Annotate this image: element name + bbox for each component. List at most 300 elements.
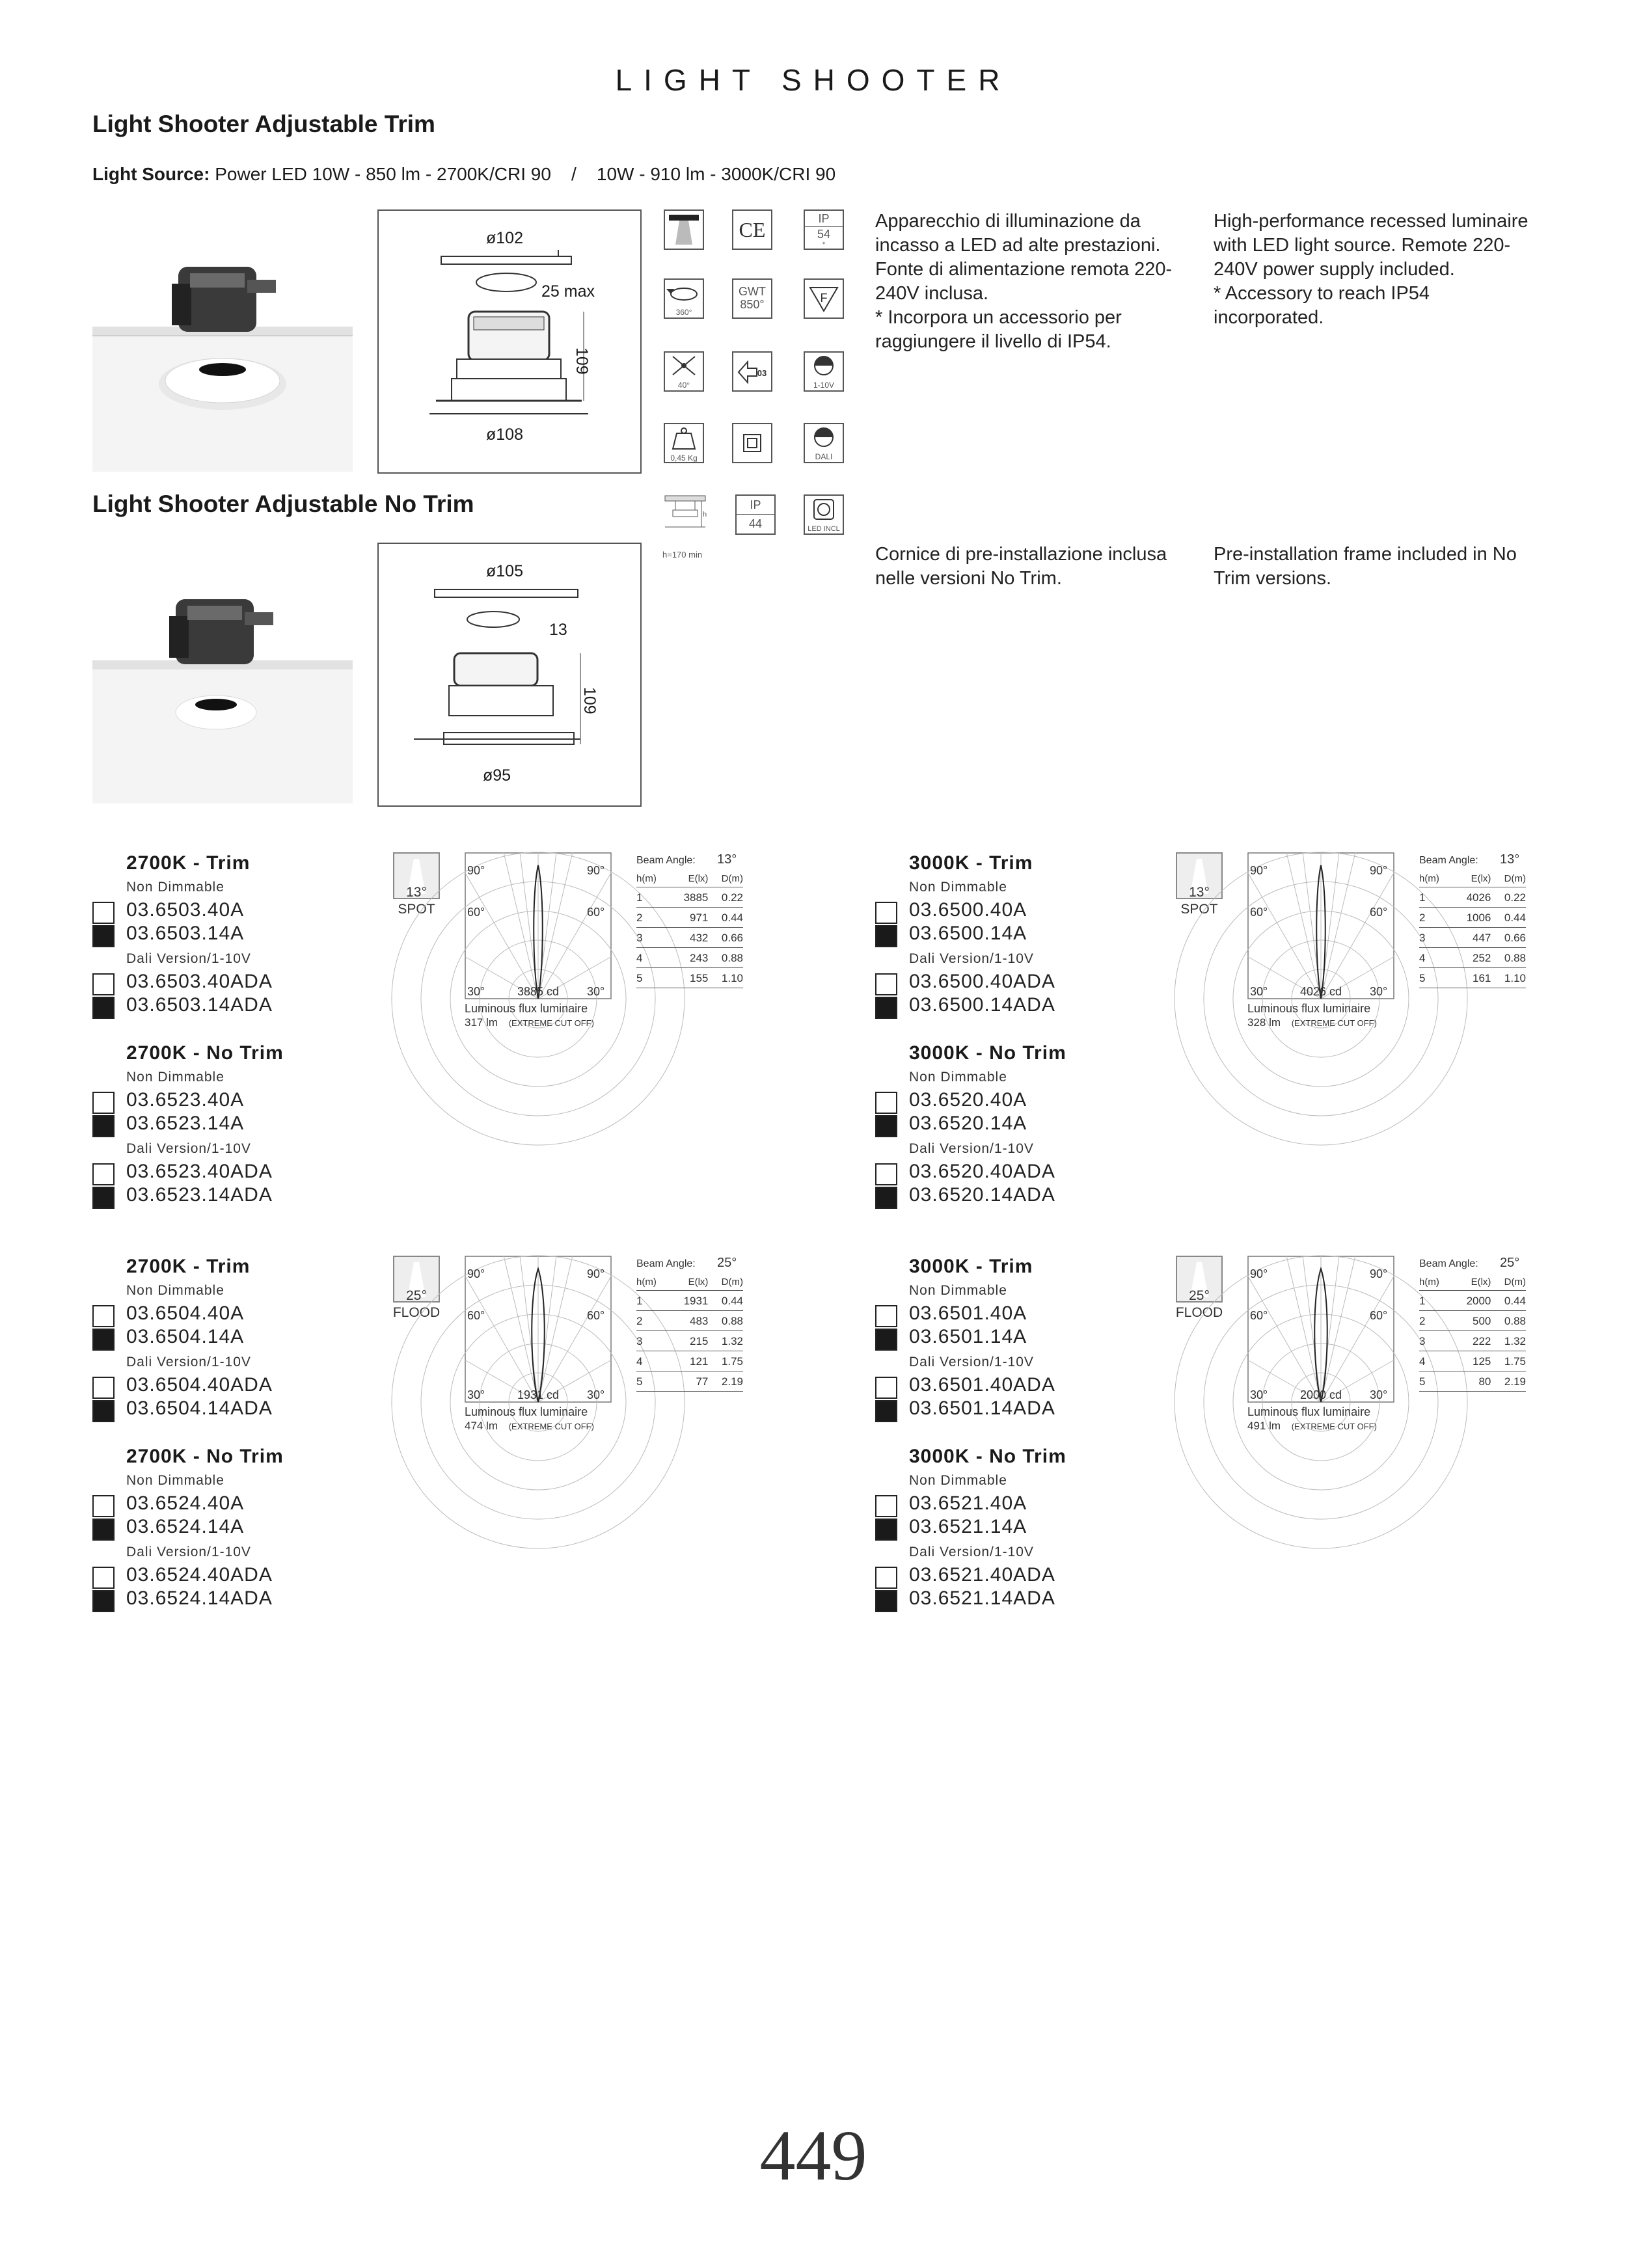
beam-degree: 25° [1189,1288,1210,1303]
polar-label-60-right: 60° [1370,1309,1388,1322]
ip44-icon [735,494,776,535]
dimmer-label: 1-10V [813,381,835,390]
product-code: 03.6504.14A [126,1326,245,1347]
non-dimmable-label: Non Dimmable [909,1283,1007,1298]
dim-top-diameter: ø102 [486,229,523,247]
cell-h: 4 [1419,952,1426,964]
black-finish-swatch[interactable] [875,997,897,1019]
min-height-label: h=170 min [662,550,703,560]
product-code: 03.6500.40ADA [909,971,1055,992]
black-finish-swatch[interactable] [875,1590,897,1612]
table-row [1419,1291,1526,1311]
cell-e: 971 [690,911,709,924]
product-code: 03.6501.14ADA [909,1397,1055,1419]
polar-label-30-left: 30° [467,985,485,998]
cell-d: 0.66 [1504,932,1526,944]
notrim-title: 3000K - No Trim [909,1042,1066,1064]
section-title-trim: Light Shooter Adjustable Trim [92,111,435,137]
product-code: 03.6523.40A [126,1089,245,1111]
gwt-label: GWT [739,285,766,298]
illuminance-rows [1419,1276,1526,1392]
dali-version-label: Dali Version/1-10V [126,1141,251,1156]
cell-h: 2 [1419,1315,1426,1327]
product-code: 03.6520.14A [909,1113,1027,1134]
product-code: 03.6503.14ADA [126,994,273,1016]
ip54-value: 54 [817,228,831,241]
cell-d: 0.44 [1504,1295,1526,1307]
cell-d: 0.88 [721,1315,743,1327]
cell-h: 2 [1419,911,1426,924]
table-row [1419,908,1526,928]
cell-h: 4 [636,1355,643,1368]
black-finish-swatch[interactable] [875,1115,897,1137]
dali-version-label: Dali Version/1-10V [909,1355,1034,1370]
polar-label-30-right: 30° [1370,985,1388,998]
light-source-label: Light Source: [92,164,210,184]
insulation-icon [732,423,772,463]
table-row [636,928,743,948]
white-finish-swatch[interactable] [875,1305,897,1327]
light-source-value: Power LED 10W - 850 lm - 2700K/CRI 90 / 10W - 910 lm - 3000K/CRI 90 [210,164,836,184]
white-finish-swatch[interactable] [875,973,897,995]
table-row [1419,928,1526,948]
led-included-icon [804,494,844,535]
product-block [875,1256,1630,1633]
col-d: D(m) [721,1276,743,1288]
black-finish-swatch[interactable] [92,1115,115,1137]
cell-e: 3885 [683,891,709,904]
cell-d: 0.66 [721,932,743,944]
non-dimmable-label: Non Dimmable [126,1070,224,1085]
non-dimmable-label: Non Dimmable [126,1283,224,1298]
ce-mark-icon [732,209,772,250]
polar-candela: 1931 cd [517,1388,560,1401]
f-mark-icon [804,278,844,319]
polar-diagram [1247,1256,1394,1403]
tilt-icon [664,351,704,392]
table-row [636,1371,743,1392]
cell-h: 5 [1419,1375,1426,1388]
illuminance-rows [636,873,743,988]
cell-h: 5 [636,972,643,984]
notrim-title: 2700K - No Trim [126,1042,284,1064]
cell-h: 1 [636,1295,643,1307]
ip54-note: * [822,241,826,249]
svg-text:F: F [820,291,828,304]
polar-candela: 2000 cd [1299,1388,1342,1401]
cell-e: 432 [690,932,709,944]
ip44-value: 44 [748,517,763,530]
col-e: E(lx) [688,873,709,884]
cell-d: 2.19 [721,1375,743,1388]
table-row [636,948,743,968]
col-d: D(m) [721,873,743,884]
table-row [1419,968,1526,988]
beam-type: FLOOD [392,1305,441,1320]
non-dimmable-label: Non Dimmable [126,880,224,895]
product-code: 03.6503.14A [126,923,245,944]
dim2-depth: 13 [549,621,567,639]
polar-label-30-left: 30° [467,1388,485,1401]
polar-diagram [465,1256,612,1403]
cell-h: 2 [636,1315,643,1327]
lumen-value: 317 lm [465,1016,498,1029]
dim2-top-diameter: ø105 [486,562,523,580]
cutoff-label: (EXTREME CUT OFF) [1291,1422,1377,1431]
product-code: 03.6523.14A [126,1113,245,1134]
cell-d: 1.10 [721,972,743,984]
cell-e: 155 [690,972,709,984]
col-d: D(m) [1504,1276,1526,1288]
cell-h: 3 [636,932,643,944]
cell-e: 1931 [683,1295,709,1307]
cell-h: 3 [636,1335,643,1347]
illuminance-table [636,1256,743,1392]
lumen-value: 328 lm [1247,1016,1281,1029]
cell-e: 1006 [1466,911,1491,924]
dali-version-label: Dali Version/1-10V [126,1355,251,1370]
product-code: 03.6504.40ADA [126,1374,273,1396]
product-code: 03.6520.14ADA [909,1184,1055,1206]
white-finish-swatch[interactable] [875,1567,897,1589]
black-finish-swatch[interactable] [92,1590,115,1612]
cell-d: 1.10 [1504,972,1526,984]
polar-label-90-left: 90° [467,864,485,877]
cell-d: 0.88 [721,952,743,964]
white-finish-swatch[interactable] [92,902,115,924]
beam-angle-label: Beam Angle: [1419,855,1478,866]
dali-version-label: Dali Version/1-10V [909,951,1034,966]
beam-type: SPOT [1180,902,1218,917]
beam-type: FLOOD [1175,1305,1223,1320]
gwt-icon [732,278,772,319]
cell-e: 447 [1473,932,1491,944]
product-code: 03.6524.14A [126,1516,245,1537]
polar-label-60-left: 60° [467,906,485,919]
white-finish-swatch[interactable] [875,1495,897,1517]
ceiling-height-icon [664,494,707,535]
col-h: h(m) [636,873,657,884]
cell-h: 3 [1419,1335,1426,1347]
cell-h: 1 [636,891,643,904]
section-title-notrim: Light Shooter Adjustable No Trim [92,491,474,517]
cell-d: 0.44 [721,1295,743,1307]
beam-degree: 13° [406,885,427,900]
ip54-label: IP [805,211,843,227]
product-code: 03.6503.40ADA [126,971,273,992]
white-finish-swatch[interactable] [92,1305,115,1327]
white-finish-swatch[interactable] [875,1163,897,1185]
trim-title: 2700K - Trim [126,852,251,874]
table-row [636,1331,743,1351]
cell-d: 0.44 [721,911,743,924]
table-row [636,968,743,988]
tilt-label: 40° [677,381,690,390]
black-finish-swatch[interactable] [875,1519,897,1541]
black-finish-swatch[interactable] [92,1519,115,1541]
product-block [92,852,847,1230]
polar-label-30-right: 30° [1370,1388,1388,1401]
beam-angle-value: 13° [1500,852,1520,867]
polar-diagram [465,852,612,999]
col-h: h(m) [1419,1276,1439,1288]
product-code: 03.6501.14A [909,1326,1027,1347]
polar-label-90-right: 90° [1370,864,1388,877]
table-row [1419,887,1526,908]
col-h: h(m) [1419,873,1439,884]
cell-e: 483 [690,1315,709,1327]
black-finish-swatch[interactable] [92,997,115,1019]
beam-angle-value: 13° [717,852,737,867]
cell-h: 3 [1419,932,1426,944]
cell-e: 500 [1473,1315,1491,1327]
col-h: h(m) [636,1276,657,1288]
class-icon [732,351,772,392]
dimmer-icon [804,351,844,392]
polar-label-30-left: 30° [1250,985,1268,998]
illuminance-rows [1419,873,1526,988]
cell-d: 0.88 [1504,952,1526,964]
description-english: High-performance recessed luminaire with LED light source. Remote 220-240V power supply included. * Accessory to reach IP54 incorporated. [1214,211,1528,328]
dali-version-label: Dali Version/1-10V [126,1545,251,1559]
table-row [1419,1311,1526,1331]
polar-candela: 3885 cd [517,985,560,998]
polar-label-60-left: 60° [1250,1309,1268,1322]
luminous-flux-value [465,1016,594,1029]
illuminance-table [1419,1256,1526,1392]
cell-e: 80 [1478,1375,1491,1388]
svg-text:CE: CE [739,218,766,241]
polar-label-90-left: 90° [1250,864,1268,877]
notrim-title: 2700K - No Trim [126,1446,284,1467]
trim-title: 2700K - Trim [126,1256,251,1277]
cell-h: 5 [636,1375,643,1388]
table-row [636,1311,743,1331]
cell-d: 0.22 [721,891,743,904]
illuminance-rows [636,1276,743,1392]
lumen-value: 491 lm [1247,1420,1281,1432]
luminous-flux-value [1247,1016,1377,1029]
cell-d: 1.32 [721,1335,743,1347]
cell-e: 243 [690,952,709,964]
product-code: 03.6500.40A [909,899,1027,921]
polar-label-60-left: 60° [1250,906,1268,919]
cell-d: 1.32 [1504,1335,1526,1347]
polar-label-90-left: 90° [467,1267,485,1280]
polar-label-60-right: 60° [587,906,605,919]
dali-version-label: Dali Version/1-10V [126,951,251,966]
cutoff-label: (EXTREME CUT OFF) [508,1018,594,1028]
luminous-flux-value [465,1420,594,1433]
table-row [1419,1331,1526,1351]
cell-e: 4026 [1466,891,1491,904]
col-d: D(m) [1504,873,1526,884]
polar-diagram [1247,852,1394,999]
lumen-value: 474 lm [465,1420,498,1432]
non-dimmable-label: Non Dimmable [126,1473,224,1488]
luminous-flux-label: Luminous flux luminaire [1247,1002,1371,1015]
white-finish-swatch[interactable] [92,973,115,995]
black-finish-swatch[interactable] [92,925,115,947]
page-number: 449 [759,2116,867,2195]
non-dimmable-label: Non Dimmable [909,1473,1007,1488]
table-row [636,1351,743,1371]
product-code: 03.6503.40A [126,899,245,921]
product-code: 03.6520.40A [909,1089,1027,1111]
polar-label-60-left: 60° [467,1309,485,1322]
trim-title: 3000K - Trim [909,1256,1033,1277]
cell-h: 1 [1419,891,1426,904]
dim2-height: 109 [580,687,599,714]
product-code: 03.6524.40A [126,1492,245,1514]
polar-label-30-right: 30° [587,1388,605,1401]
black-finish-swatch[interactable] [92,1329,115,1351]
product-block [92,1256,847,1633]
weight-label: 0,45 Kg [670,453,698,463]
black-finish-swatch[interactable] [92,1187,115,1209]
product-code: 03.6501.40ADA [909,1374,1055,1396]
rotation-label: 360° [675,308,692,317]
white-finish-swatch[interactable] [92,1377,115,1399]
product-code: 03.6523.14ADA [126,1184,273,1206]
cell-e: 2000 [1466,1295,1491,1307]
black-finish-swatch[interactable] [875,1187,897,1209]
cell-e: 125 [1473,1355,1491,1368]
notrim-description-italian: Cornice di pre-installazione inclusa nelle versioni No Trim. [875,544,1167,589]
led-included-label: LED INCL [808,525,840,533]
beam-angle-label: Beam Angle: [636,1258,696,1269]
black-finish-swatch[interactable] [875,925,897,947]
gwt-value: 850° [740,298,765,311]
product-code: 03.6501.40A [909,1303,1027,1324]
ceiling-h-label: h [703,511,707,519]
table-row [1419,1371,1526,1392]
polar-label-90-right: 90° [587,864,605,877]
product-code: 03.6500.14ADA [909,994,1055,1016]
non-dimmable-label: Non Dimmable [909,1070,1007,1085]
product-code: 03.6521.14A [909,1516,1027,1537]
light-source-line [92,164,835,185]
polar-label-90-right: 90° [1370,1267,1388,1280]
cell-e: 161 [1473,972,1491,984]
table-row [1419,1351,1526,1371]
dali-version-label: Dali Version/1-10V [909,1141,1034,1156]
luminous-flux-value [1247,1420,1377,1433]
white-finish-swatch[interactable] [92,1092,115,1114]
col-e: E(lx) [688,1276,709,1288]
cell-d: 2.19 [1504,1375,1526,1388]
product-code: 03.6523.40ADA [126,1161,273,1182]
black-finish-swatch[interactable] [875,1329,897,1351]
white-finish-swatch[interactable] [92,1495,115,1517]
cell-h: 1 [1419,1295,1426,1307]
cell-e: 215 [690,1335,709,1347]
white-finish-swatch[interactable] [92,1163,115,1185]
polar-label-30-left: 30° [1250,1388,1268,1401]
beam-degree: 25° [406,1288,427,1303]
white-finish-swatch[interactable] [875,902,897,924]
product-code: 03.6521.40A [909,1492,1027,1514]
cell-h: 4 [1419,1355,1426,1368]
product-code: 03.6524.40ADA [126,1564,273,1586]
cell-h: 5 [1419,972,1426,984]
notrim-description-english: Pre-installation frame included in No Trim versions. [1214,544,1517,589]
illuminance-table [636,852,743,988]
cell-h: 2 [636,911,643,924]
table-row [636,887,743,908]
ip44-label: IP [737,496,774,515]
polar-label-60-right: 60° [587,1309,605,1322]
cell-e: 222 [1473,1335,1491,1347]
dali-label: DALI [815,452,833,461]
beam-angle-value: 25° [717,1256,737,1270]
product-photo-notrim [92,589,353,803]
weight-icon [664,423,704,463]
product-block [875,852,1630,1230]
dim-depth: 25 max [541,282,595,301]
beam-type: SPOT [398,902,435,917]
beam-angle-label: Beam Angle: [1419,1258,1478,1269]
description-italian: Apparecchio di illuminazione da incasso a LED ad alte prestazioni. Fonte di alimentazione remota 220-240V inclusa. * Incorpora un accessorio per raggiungere il livello di IP54. [875,211,1173,352]
col-e: E(lx) [1471,873,1491,884]
cell-d: 1.75 [1504,1355,1526,1368]
cell-d: 0.44 [1504,911,1526,924]
white-finish-swatch[interactable] [875,1092,897,1114]
cutoff-label: (EXTREME CUT OFF) [508,1422,594,1431]
white-finish-swatch[interactable] [875,1377,897,1399]
polar-label-90-right: 90° [587,1267,605,1280]
cell-e: 121 [690,1355,709,1368]
cell-d: 0.88 [1504,1315,1526,1327]
product-code: 03.6521.14ADA [909,1587,1055,1609]
cell-d: 1.75 [721,1355,743,1368]
product-photo-trim [92,254,353,472]
table-row [1419,948,1526,968]
product-code: 03.6500.14A [909,923,1027,944]
dim2-bottom-diameter: ø95 [483,766,511,785]
beam-angle-value: 25° [1500,1256,1520,1270]
luminous-flux-label: Luminous flux luminaire [465,1002,588,1015]
product-code: 03.6504.40A [126,1303,245,1324]
notrim-title: 3000K - No Trim [909,1446,1066,1467]
trim-title: 3000K - Trim [909,852,1033,874]
dim-height: 109 [573,347,591,375]
downlight-icon [664,209,704,250]
beam-angle-label: Beam Angle: [636,855,696,866]
black-finish-swatch[interactable] [92,1400,115,1422]
cell-e: 252 [1473,952,1491,964]
white-finish-swatch[interactable] [92,1567,115,1589]
polar-label-90-left: 90° [1250,1267,1268,1280]
dimension-drawing-trim [377,209,642,474]
black-finish-swatch[interactable] [875,1400,897,1422]
cutoff-label: (EXTREME CUT OFF) [1291,1018,1377,1028]
ip54-icon [804,209,844,250]
cell-e: 77 [696,1375,709,1388]
product-code: 03.6524.14ADA [126,1587,273,1609]
luminous-flux-label: Luminous flux luminaire [1247,1405,1371,1418]
brand-title: LIGHT SHOOTER [615,63,1012,97]
product-code: 03.6520.40ADA [909,1161,1055,1182]
luminous-flux-label: Luminous flux luminaire [465,1405,588,1418]
polar-label-60-right: 60° [1370,906,1388,919]
polar-label-30-right: 30° [587,985,605,998]
illuminance-table [1419,852,1526,988]
dali-icon [804,423,844,463]
cell-d: 0.22 [1504,891,1526,904]
table-row [636,1291,743,1311]
dali-version-label: Dali Version/1-10V [909,1545,1034,1559]
